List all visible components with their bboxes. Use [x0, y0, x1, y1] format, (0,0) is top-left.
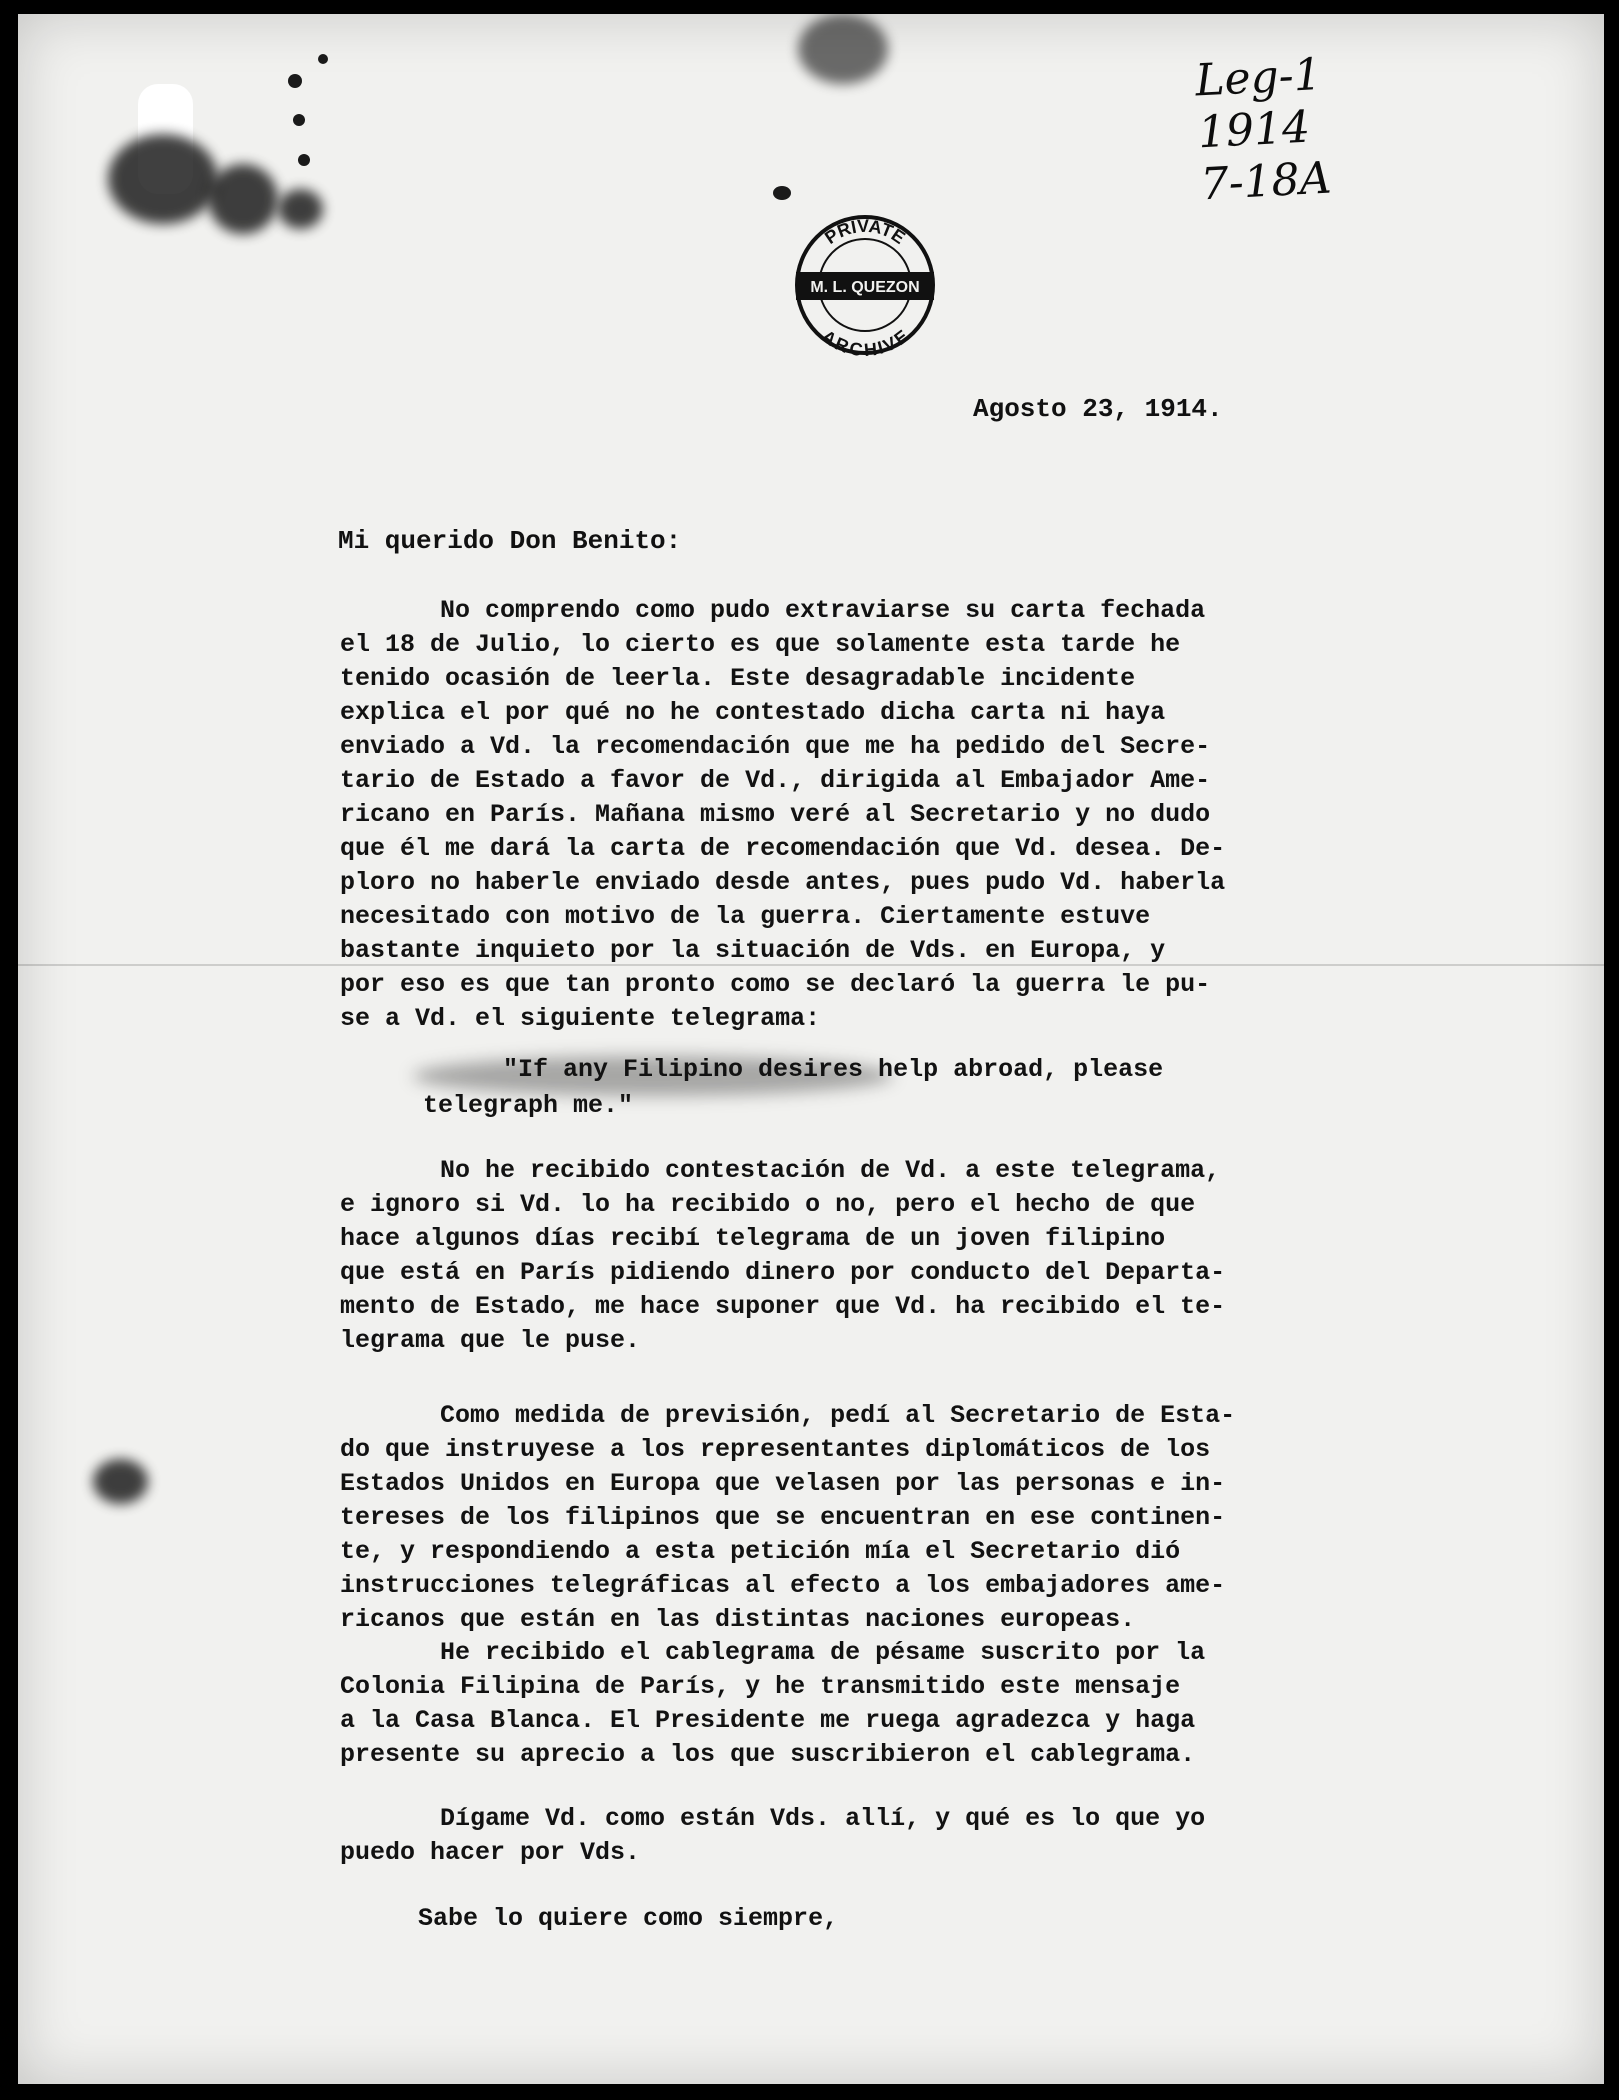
letter-date: Agosto 23, 1914.	[973, 394, 1223, 424]
ink-stain	[93, 1459, 148, 1504]
salutation: Mi querido Don Benito:	[338, 526, 682, 556]
text-line: Colonia Filipina de París, y he transmitido este mensaje	[340, 1672, 1181, 1701]
text-line: instrucciones telegráficas al efecto a los embajadores ame-	[340, 1571, 1226, 1600]
text-line: explica el por qué no he contestado dicha carta ni haya	[340, 698, 1166, 727]
text-line: bastante inquieto por la situación de Vds. en Europa, y	[340, 936, 1166, 965]
text-line: hace algunos días recibí telegrama de un joven filipino	[340, 1224, 1166, 1253]
ink-speck	[293, 114, 305, 126]
ink-speck	[288, 74, 302, 88]
text-line: por eso es que tan pronto como se declaró la guerra le pu-	[340, 970, 1211, 999]
ink-stain	[278, 189, 323, 229]
archive-stamp	[790, 210, 940, 360]
text-line: tenido ocasión de leerla. Este desagradable incidente	[340, 664, 1136, 693]
ink-speck	[773, 186, 791, 200]
text-line: e ignoro si Vd. lo ha recibido o no, pero el hecho de que	[340, 1190, 1196, 1219]
text-line: ricano en París. Mañana mismo veré al Secretario y no dudo	[340, 800, 1211, 829]
ink-stain	[798, 14, 888, 84]
text-line: ploro no haberle enviado desde antes, pues pudo Vd. haberla	[340, 868, 1226, 897]
text-line: tario de Estado a favor de Vd., dirigida al Embajador Ame-	[340, 766, 1211, 795]
paragraph-4	[340, 1636, 1305, 1772]
telegram-quote	[423, 1052, 1163, 1124]
text-line: Dígame Vd. como están Vds. allí, y qué es lo que yo	[440, 1804, 1206, 1833]
text-line: el 18 de Julio, lo cierto es que solamente esta tarde he	[340, 630, 1181, 659]
text-line: mento de Estado, me hace suponer que Vd. ha recibido el te-	[340, 1292, 1226, 1321]
file-notation	[1194, 49, 1333, 212]
paragraph-2	[340, 1154, 1305, 1358]
quote-line: telegraph me."	[423, 1091, 634, 1120]
text-line: do que instruyese a los representantes diplomáticos de los	[340, 1435, 1211, 1464]
text-line: presente su aprecio a los que suscribieron el cablegrama.	[340, 1740, 1196, 1769]
text-line: puedo hacer por Vds.	[340, 1838, 641, 1867]
quote-line: "If any Filipino desires help abroad, please	[503, 1055, 1164, 1084]
stamp-name-text: M. L. QUEZON	[810, 279, 920, 296]
text-line: No comprendo como pudo extraviarse su carta fechada	[440, 596, 1206, 625]
ink-speck	[318, 54, 328, 64]
text-line: te, y respondiendo a esta petición mía el Secretario dió	[340, 1537, 1181, 1566]
text-line: legrama que le puse.	[340, 1326, 641, 1355]
text-line: a la Casa Blanca. El Presidente me ruega agradezca y haga	[340, 1706, 1196, 1735]
text-line: tereses de los filipinos que se encuentran en ese continen-	[340, 1503, 1226, 1532]
text-line: necesitado con motivo de la guerra. Ciertamente estuve	[340, 902, 1151, 931]
text-line: Como medida de previsión, pedí al Secretario de Esta-	[440, 1401, 1236, 1430]
text-line: enviado a Vd. la recomendación que me ha pedido del Secre-	[340, 732, 1211, 761]
stamp-bottom-text: ARCHIVE	[817, 325, 913, 360]
text-line: Estados Unidos en Europa que velasen por las personas e in-	[340, 1469, 1226, 1498]
paragraph-5	[340, 1802, 1305, 1870]
text-line: He recibido el cablegrama de pésame suscrito por la	[440, 1638, 1206, 1667]
text-line: que él me dará la carta de recomendación que Vd. desea. De-	[340, 834, 1226, 863]
ink-speck	[298, 154, 310, 166]
text-line: se a Vd. el siguiente telegrama:	[340, 1004, 821, 1033]
text-line: ricanos que están en las distintas naciones europeas.	[340, 1605, 1136, 1634]
paragraph-3	[340, 1399, 1305, 1637]
text-line: que está en París pidiendo dinero por conducto del Departa-	[340, 1258, 1226, 1287]
stamp-top-text: PRIVATE	[821, 215, 909, 248]
letter-page	[18, 14, 1604, 2084]
paragraph-1	[340, 594, 1305, 1036]
ink-stain	[208, 164, 278, 234]
notation-line: 7-18A	[1199, 152, 1333, 211]
ink-stain	[108, 134, 218, 224]
text-line: No he recibido contestación de Vd. a este telegrama,	[440, 1156, 1221, 1185]
notation-line: 1914	[1196, 101, 1312, 159]
closing: Sabe lo quiere como siempre,	[418, 1904, 839, 1933]
notation-line: Leg-1	[1194, 48, 1323, 107]
